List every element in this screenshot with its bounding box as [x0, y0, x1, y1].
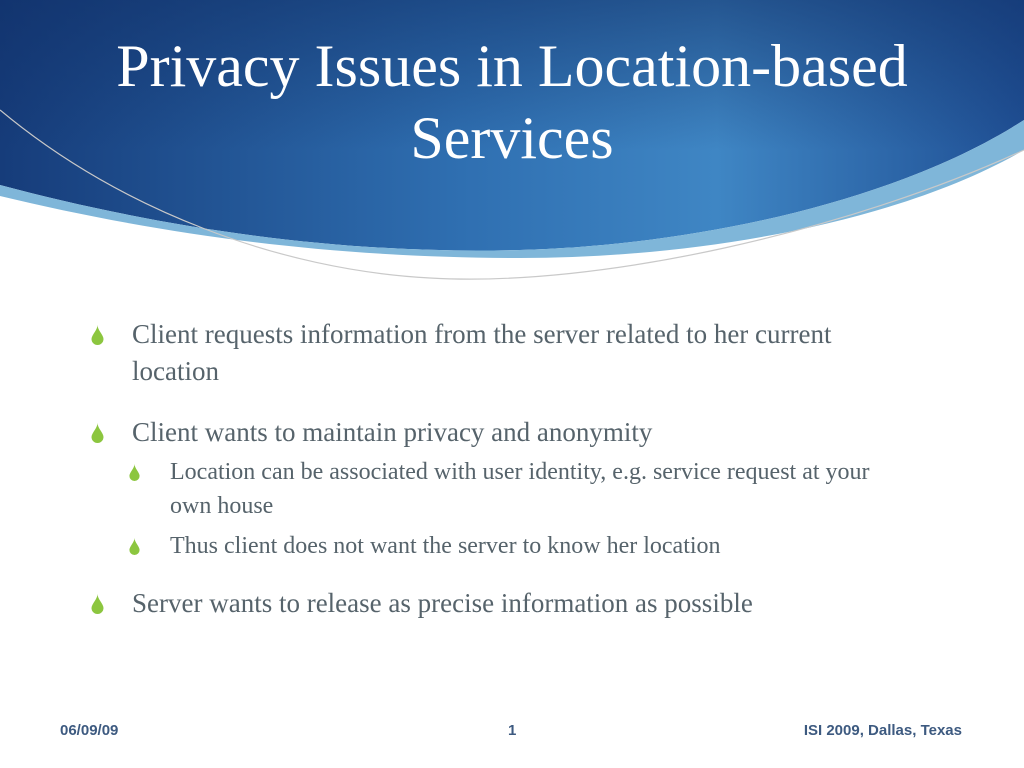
bullet-item	[90, 585, 910, 622]
bullet-text: Server wants to release as precise information as possible	[132, 588, 753, 618]
sub-bullet-item	[128, 455, 910, 523]
bullet-list	[90, 316, 910, 646]
drop-icon	[128, 455, 170, 481]
drop-icon	[90, 316, 132, 345]
slide-title: Privacy Issues in Location-based Services	[116, 33, 908, 171]
sub-bullet-list	[90, 455, 910, 563]
drop-icon	[90, 414, 132, 443]
bullet-item	[90, 414, 910, 451]
sub-bullet-text: Location can be associated with user identity, e.g. service request at your own house	[170, 459, 870, 519]
bullet-text: Client wants to maintain privacy and anonymity	[132, 417, 653, 447]
drop-icon	[128, 529, 170, 555]
footer-event: ISI 2009, Dallas, Texas	[803, 722, 962, 739]
drop-icon	[90, 585, 132, 614]
footer-page-number: 1	[508, 722, 517, 739]
sub-bullet-text: Thus client does not want the server to know her location	[170, 533, 721, 559]
bullet-item	[90, 316, 910, 390]
footer-date: 06/09/09	[60, 722, 119, 739]
sub-bullet-item	[128, 529, 910, 563]
bullet-text: Client requests information from the server related to her current location	[132, 319, 832, 386]
